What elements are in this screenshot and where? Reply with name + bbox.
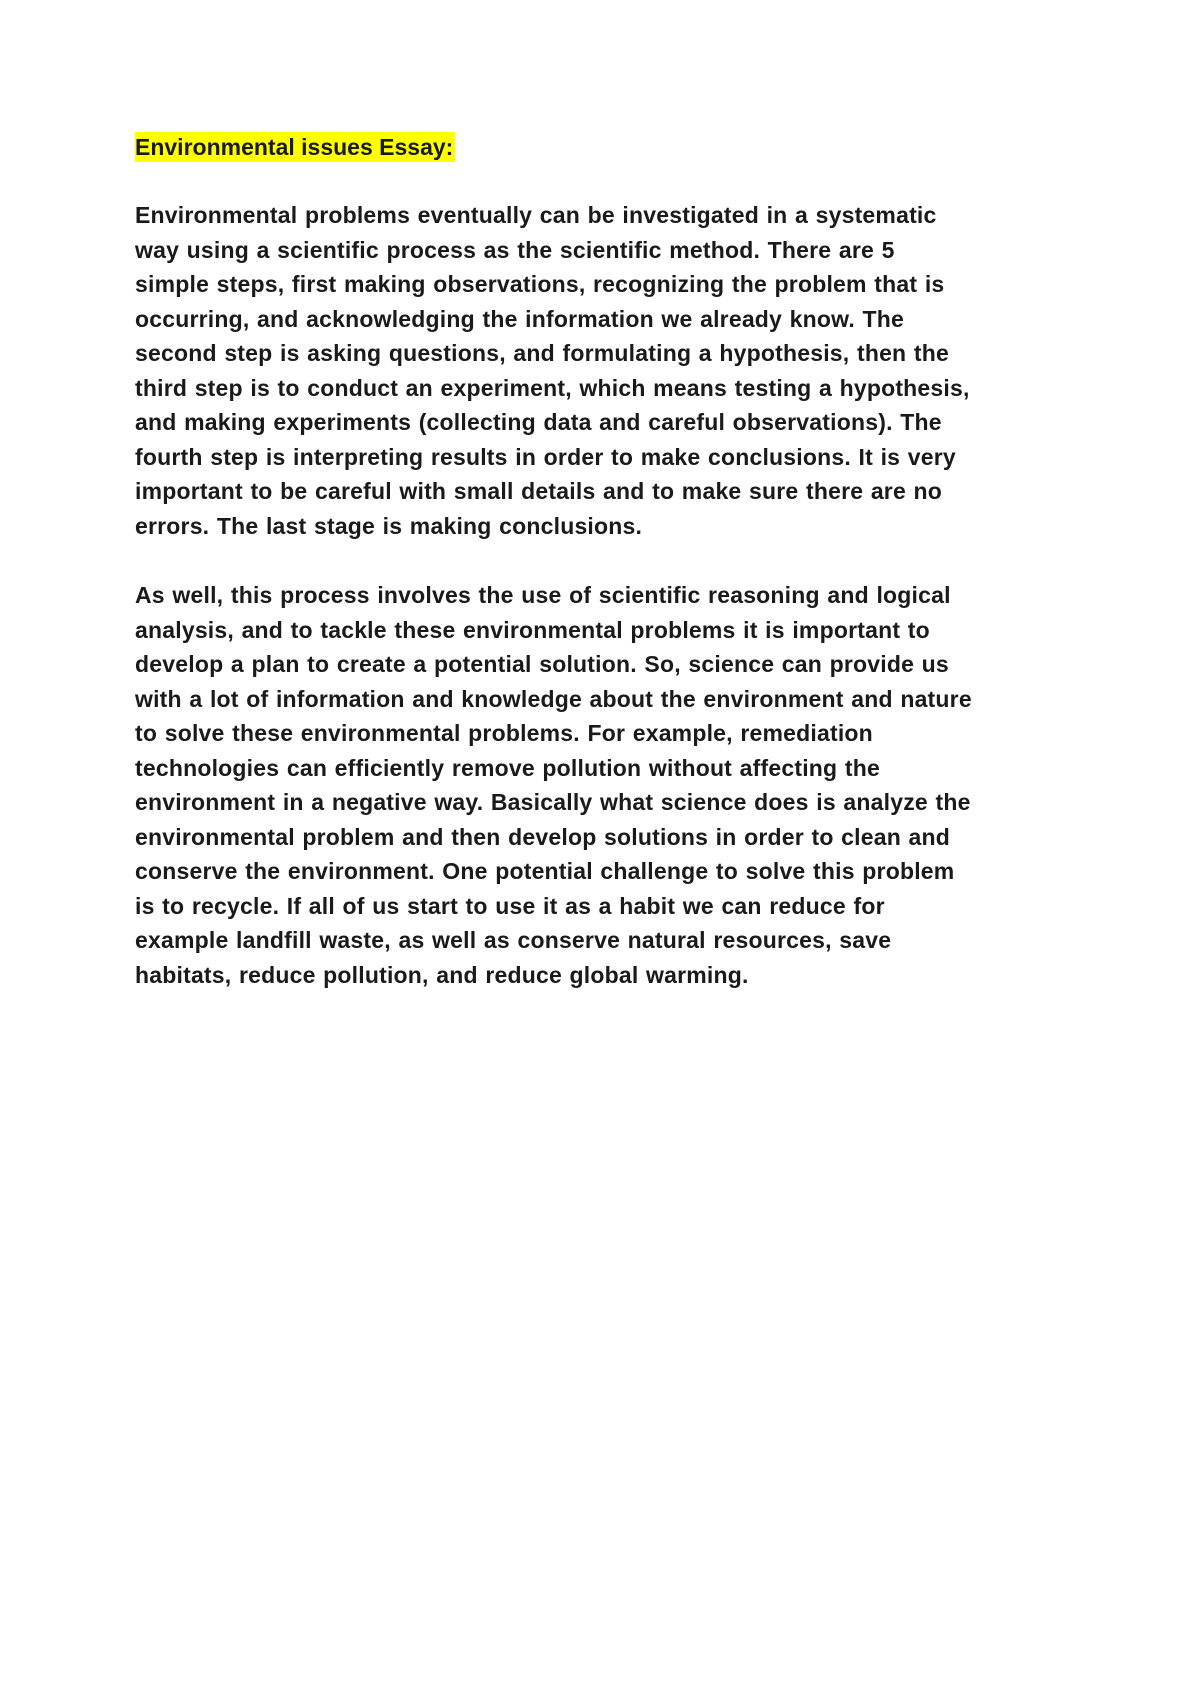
essay-content bbox=[135, 130, 973, 1027]
essay-paragraph-solutions: As well, this process involves the use of scientific reasoning and logical analysis, and to tackle these environmental problems it is important to develop a plan to create a potential solution. So, science can provide us with a lot of information and knowledge about the environment and nature to solve these environmental problems. For example, remediation technologies can efficiently remove pollution without affecting the environment in a negative way. Basically what science does is analyze the environmental problem and then develop solutions in order to clean and conserve the environment. One potential challenge to solve this problem is to recycle. If all of us start to use it as a habit we can reduce for example landfill waste, as well as conserve natural resources, save habitats, reduce pollution, and reduce global warming. bbox=[135, 582, 972, 988]
essay-paragraph-scientific-method: Environmental problems eventually can be investigated in a systematic way using a scientific process as the scientific method. There are 5 simple steps, first making observations, recognizing the problem that is occurring, and acknowledging the information we already know. The second step is asking questions, and formulating a hypothesis, then the third step is to conduct an experiment, which means testing a hypothesis, and making experiments (collecting data and careful observations). The fourth step is interpreting results in order to make conclusions. It is very important to be careful with small details and to make sure there are no errors. The last stage is making conclusions. bbox=[135, 202, 970, 539]
highlighted-title-text: Environmental issues Essay: bbox=[135, 134, 454, 160]
essay-title bbox=[135, 130, 973, 164]
